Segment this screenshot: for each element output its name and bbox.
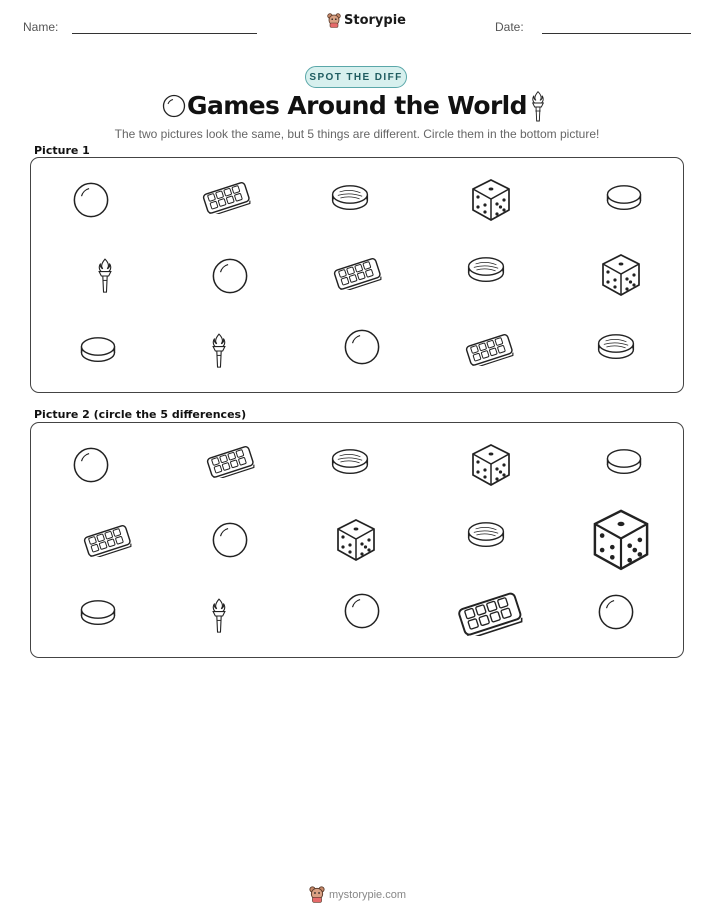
mancala-board-icon[interactable] — [203, 444, 257, 483]
marble-icon[interactable] — [211, 521, 249, 564]
checker-piece-icon[interactable] — [466, 255, 506, 290]
marble-icon[interactable] — [211, 257, 249, 300]
checker-piece-icon[interactable] — [604, 447, 644, 482]
marble-icon[interactable] — [72, 446, 110, 489]
instructions-text: The two pictures look the same, but 5 things are different. Circle them in the bottom picture! — [114, 127, 600, 141]
brand-logo — [327, 13, 406, 28]
picture-2-label: Picture 2 (circle the 5 differences) — [34, 408, 247, 421]
marble-icon[interactable] — [343, 592, 381, 635]
dice-icon[interactable] — [471, 178, 511, 227]
torch-icon[interactable] — [208, 592, 230, 645]
page-title: Games Around the World — [187, 91, 527, 120]
mancala-board-icon[interactable] — [330, 256, 384, 295]
mancala-board-icon[interactable] — [462, 332, 516, 371]
torch-icon[interactable] — [94, 252, 116, 305]
dice-icon[interactable] — [601, 253, 641, 302]
date-label: Date: — [495, 20, 524, 34]
torch-icon[interactable] — [208, 327, 230, 380]
bear-mascot-icon — [327, 13, 341, 28]
checker-piece-icon[interactable] — [466, 520, 506, 555]
marble-icon[interactable] — [72, 181, 110, 224]
dice-icon[interactable] — [336, 518, 376, 567]
torch-icon — [528, 90, 548, 124]
marble-icon[interactable] — [343, 328, 381, 371]
checker-piece-icon[interactable] — [330, 447, 370, 482]
brand-name: Storypie — [344, 13, 406, 28]
mancala-board-icon[interactable] — [80, 523, 134, 562]
checker-piece-icon[interactable] — [596, 332, 636, 367]
checker-piece-icon[interactable] — [78, 598, 118, 633]
marble-icon[interactable] — [597, 593, 635, 636]
footer — [309, 886, 406, 903]
spot-the-diff-badge: SPOT THE DIFF — [305, 66, 407, 88]
footer-url: mystorypie.com — [329, 888, 407, 901]
dice-icon[interactable] — [471, 443, 511, 492]
mancala-board-icon[interactable] — [199, 180, 253, 219]
date-line[interactable] — [542, 33, 691, 34]
name-label: Name: — [23, 20, 59, 34]
name-line[interactable] — [72, 33, 257, 34]
picture-1-label: Picture 1 — [34, 144, 90, 157]
mancala-board-icon[interactable] — [453, 590, 526, 641]
checker-piece-icon[interactable] — [604, 183, 644, 218]
dice-icon[interactable] — [592, 508, 650, 577]
checker-piece-icon[interactable] — [330, 183, 370, 218]
bear-mascot-icon — [309, 886, 325, 903]
checker-piece-icon[interactable] — [78, 335, 118, 370]
